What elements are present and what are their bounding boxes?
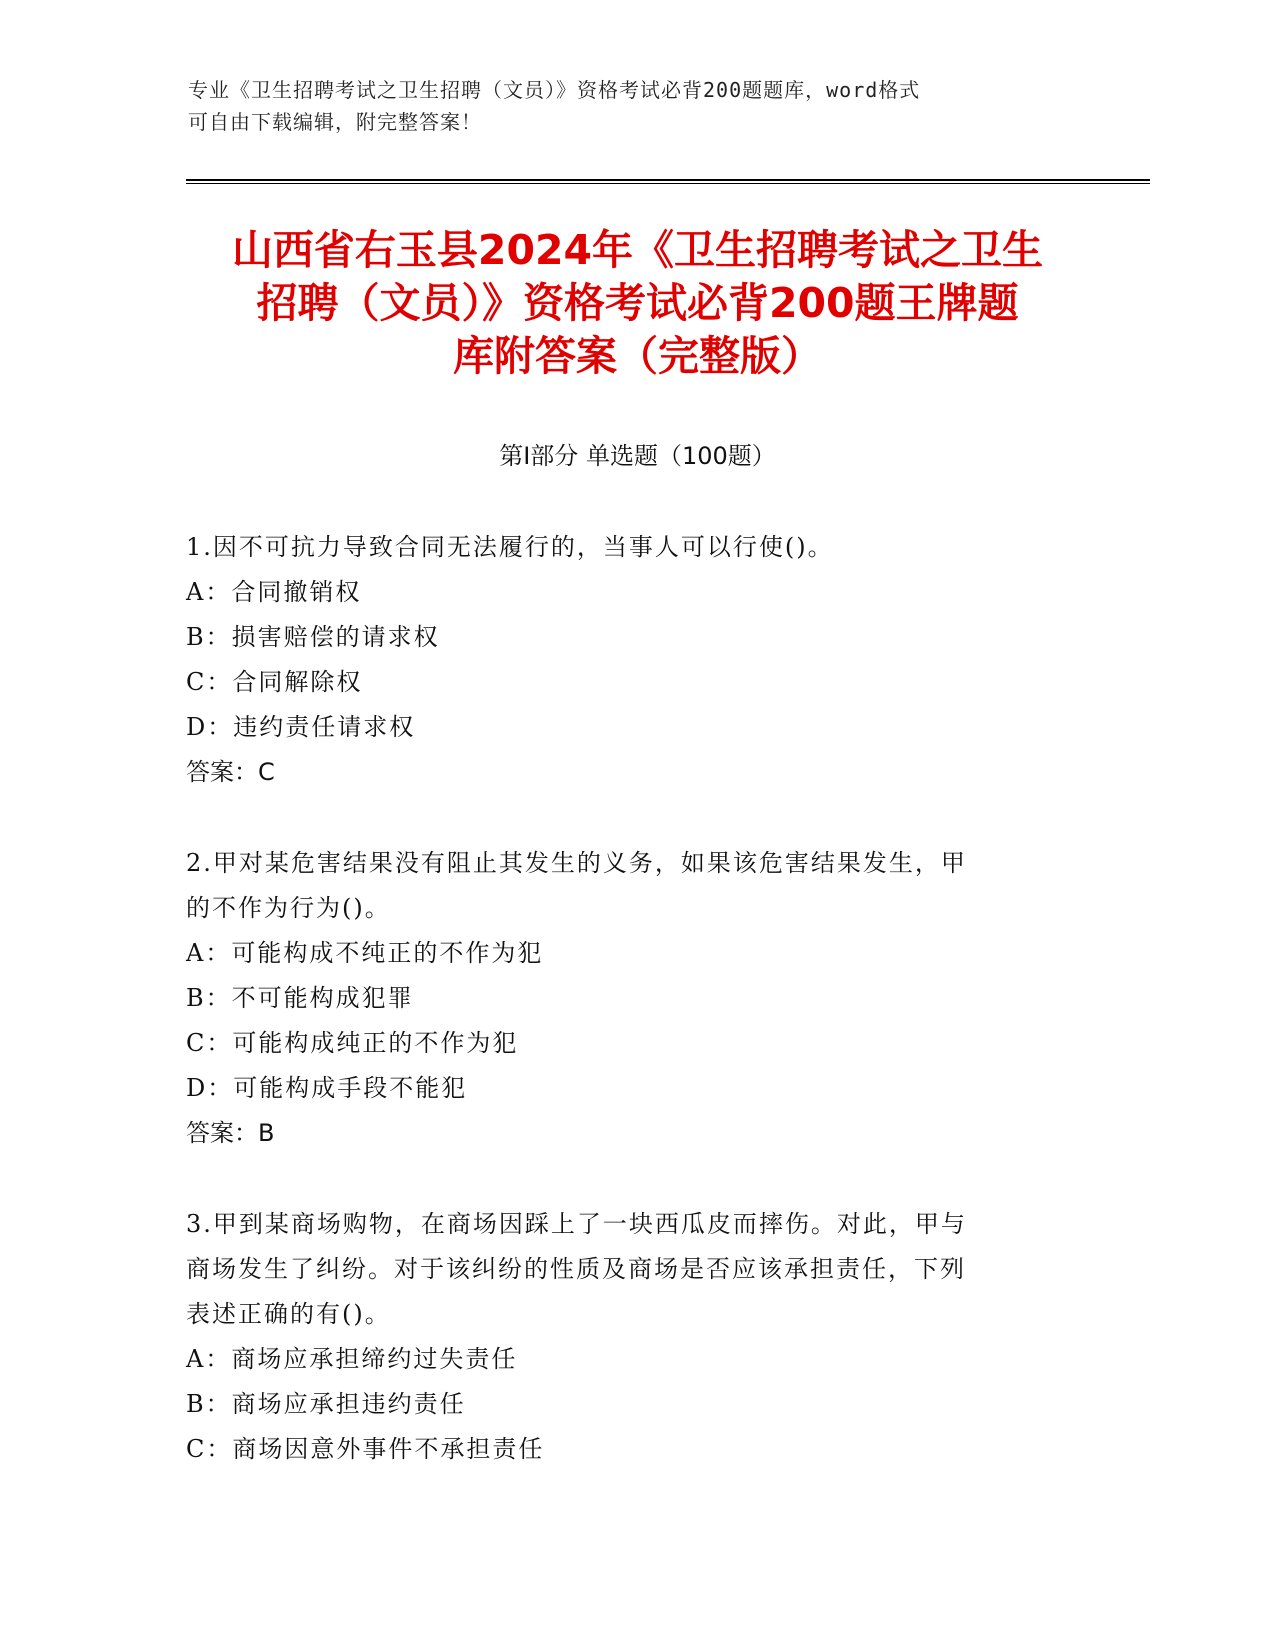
option-a: A：合同撤销权 [186,578,362,606]
option-b: B：商场应承担违约责任 [186,1390,466,1418]
document-title-line-2: 招聘（文员）》资格考试必背200题王牌题 [256,279,1019,327]
option-c: C：合同解除权 [186,668,363,696]
header-divider-thick [186,179,1150,181]
question-stem [186,525,1086,570]
question-stem [186,841,1086,931]
question-2 [186,841,1086,1156]
question-stem-line: 1.因不可抗力导致合同无法履行的，当事人可以行使()。 [186,533,834,561]
option-c: C：可能构成纯正的不作为犯 [186,1029,519,1057]
section-title: 第Ⅰ部分 单选题（100题） [499,442,776,470]
question-1 [186,525,1086,795]
option-b: B：损害赔偿的请求权 [186,623,440,651]
option-d: D：违约责任请求权 [186,713,416,741]
document-title-line-3: 库附答案（完整版） [453,332,822,380]
question-stem-line: 3.甲到某商场购物，在商场因踩上了一块西瓜皮而摔伤。对此，甲与 [186,1210,967,1238]
document-title [150,224,1125,383]
option-a: A：商场应承担缔约过失责任 [186,1345,518,1373]
header-note-line-2: 可自由下载编辑，附完整答案！ [188,110,482,134]
question-3 [186,1202,1086,1472]
question-list [186,525,1086,1518]
header-note-line-1: 专业《卫生招聘考试之卫生招聘（文员）》资格考试必背200题题库，word格式 [188,78,921,102]
option-a: A：可能构成不纯正的不作为犯 [186,939,544,967]
answer: 答案：C [186,758,275,786]
question-stem [186,1202,1086,1337]
option-b: B：不可能构成犯罪 [186,984,414,1012]
question-stem-line: 2.甲对某危害结果没有阻止其发生的义务，如果该危害结果发生，甲 [186,849,967,877]
option-c: C：商场因意外事件不承担责任 [186,1435,545,1463]
question-stem-line: 的不作为行为()。 [186,894,391,922]
document-title-line-1: 山西省右玉县2024年《卫生招聘考试之卫生 [231,226,1044,274]
answer: 答案：B [186,1119,275,1147]
question-stem-line: 商场发生了纠纷。对于该纠纷的性质及商场是否应该承担责任，下列 [186,1255,966,1283]
option-d: D：可能构成手段不能犯 [186,1074,468,1102]
header-divider-thin [186,183,1150,184]
header-note [188,74,1068,138]
question-stem-line: 表述正确的有()。 [186,1300,391,1328]
